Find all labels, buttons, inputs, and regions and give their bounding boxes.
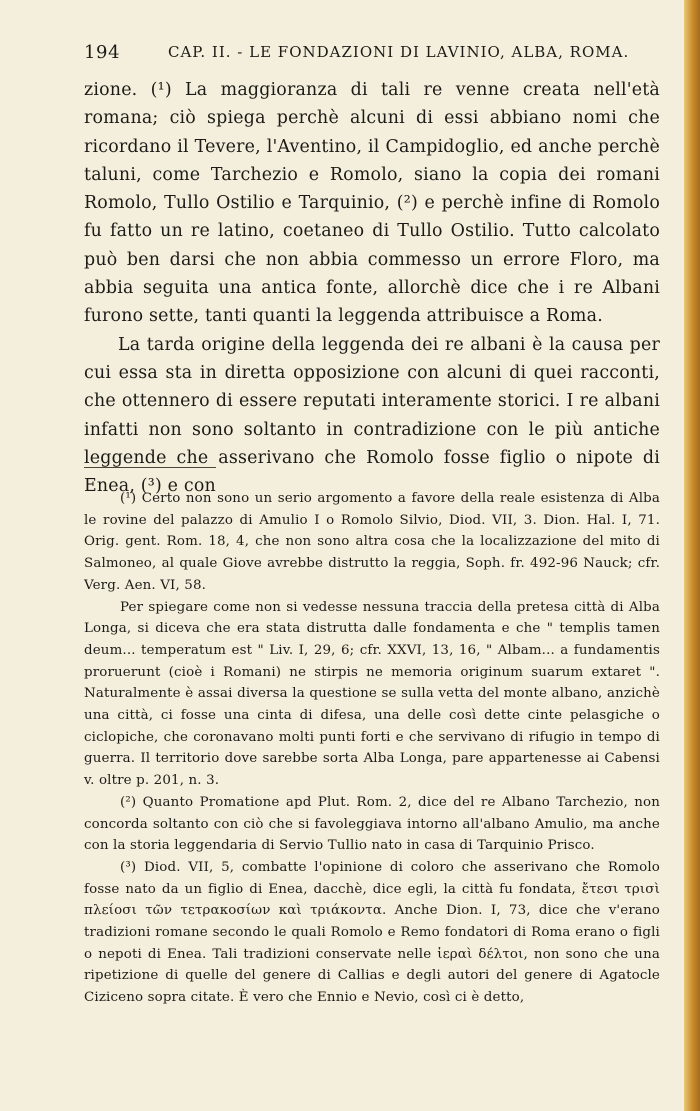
page-header — [84, 42, 660, 66]
page-edge — [684, 0, 700, 1111]
main-paragraph: La tarda origine della leggenda dei re albani è la causa per cui essa sta in diretta opposizione con alcuni di quei racconti, che ottennero di essere reputati interamente storici. I re albani infatti non sono soltanto in contradizione con le più antiche leggende che asserivano che Romolo fosse figlio o nipote di Enea, (³) e con — [84, 334, 660, 497]
footnote-1: (¹) Certo non sono un serio argomento a favore della reale esistenza di Alba le rovine del palazzo di Amulio I o Romolo Silvio, Diod. VII, 3. Dion. Hal. I, 71. Orig. gent. Rom. 18, 4, che non sono altra cosa che la localizzazione del mito di Salmoneo, al quale Giove avrebbe distrutto la reggia, Soph. fr. 492-96 Nauck; cfr. Verg. Aen. VI, 58. — [84, 491, 660, 593]
main-paragraph: zione. (¹) La maggioranza di tali re venne creata nell'età romana; ciò spiega perchè alcuni di essi abbiano nomi che ricordano il Tevere, l'Aventino, il Campidoglio, ed anche perchè taluni, come Tarchezio e Romolo, siano la copia dei romani Romolo, Tullo Ostilio e Tarquinio, (²) e perchè infine di Romolo fu fatto un re latino, coetaneo di Tullo Ostilio. Tutto calcolato può ben darsi che non abbia commesso un errore Floro, ma abbia seguita una antica fonte, allorchè dice che i re Albani furono sette, tanti quanti la leggenda attribuisce a Roma. — [84, 80, 660, 327]
footnote-2: (²) Quanto Promatione apd Plut. Rom. 2, dice del re Albano Tarchezio, non concorda soltanto con ciò che si favoleggiava intorno all'albano Amulio, ma anche con la storia leggendaria di Servio Tullio nato in casa di Tarquinio Prisco. — [84, 794, 660, 854]
page-number: 194 — [84, 42, 121, 63]
footnote-3: (³) Diod. VII, 5, combatte l'opinione di coloro che asserivano che Romolo fosse nato da un figlio di Enea, dacchè, dice egli, la città fu fondata, ἔτεσι τρισὶ πλείοσι τῶν τετρακοσίων καὶ τριάκοντα. Anche Dion. I, 73, dice che v'erano tradizioni romane secondo le quali Romolo e Remo fondatori di Roma erano o figli o nepoti di Enea. Tali tradizioni conservate nelle ἱεραὶ δέλτοι, non sono che una ripetizione di quelle del genere di Callias e degli autori del genere di Agatocle Ciziceno sopra citate. È vero che Ennio e Nevio, così ci è detto, — [84, 859, 660, 1006]
footnotes — [84, 488, 660, 1009]
footnote-divider — [84, 467, 216, 468]
footnote-1-continuation: Per spiegare come non si vedesse nessuna traccia della pretesa città di Alba Longa, si diceva che era stata distrutta dalle fondamenta e che " templis tamen deum... temperatum est " Liv. I, 29, 6; cfr. XXVI, 13, 16, " Albam... a fundamentis proruerunt (cioè i Romani) ne stirpis ne memoria originum suarum extaret ". Naturalmente è assai diversa la questione se sulla vetta del monte albano, anzichè una città, ci fosse una cinta di difesa, una delle così dette cinte pelasgiche o ciclopiche, che coronavano molti punti forti e che servivano di rifugio in tempo di guerra. Il territorio dove sarebbe sorta Alba Longa, pare appartenesse ai Cabensi v. oltre p. 201, n. 3. — [84, 599, 660, 789]
main-text — [84, 76, 660, 500]
running-title: CAP. II. - LE FONDAZIONI DI LAVINIO, ALBA, ROMA. — [168, 43, 630, 61]
